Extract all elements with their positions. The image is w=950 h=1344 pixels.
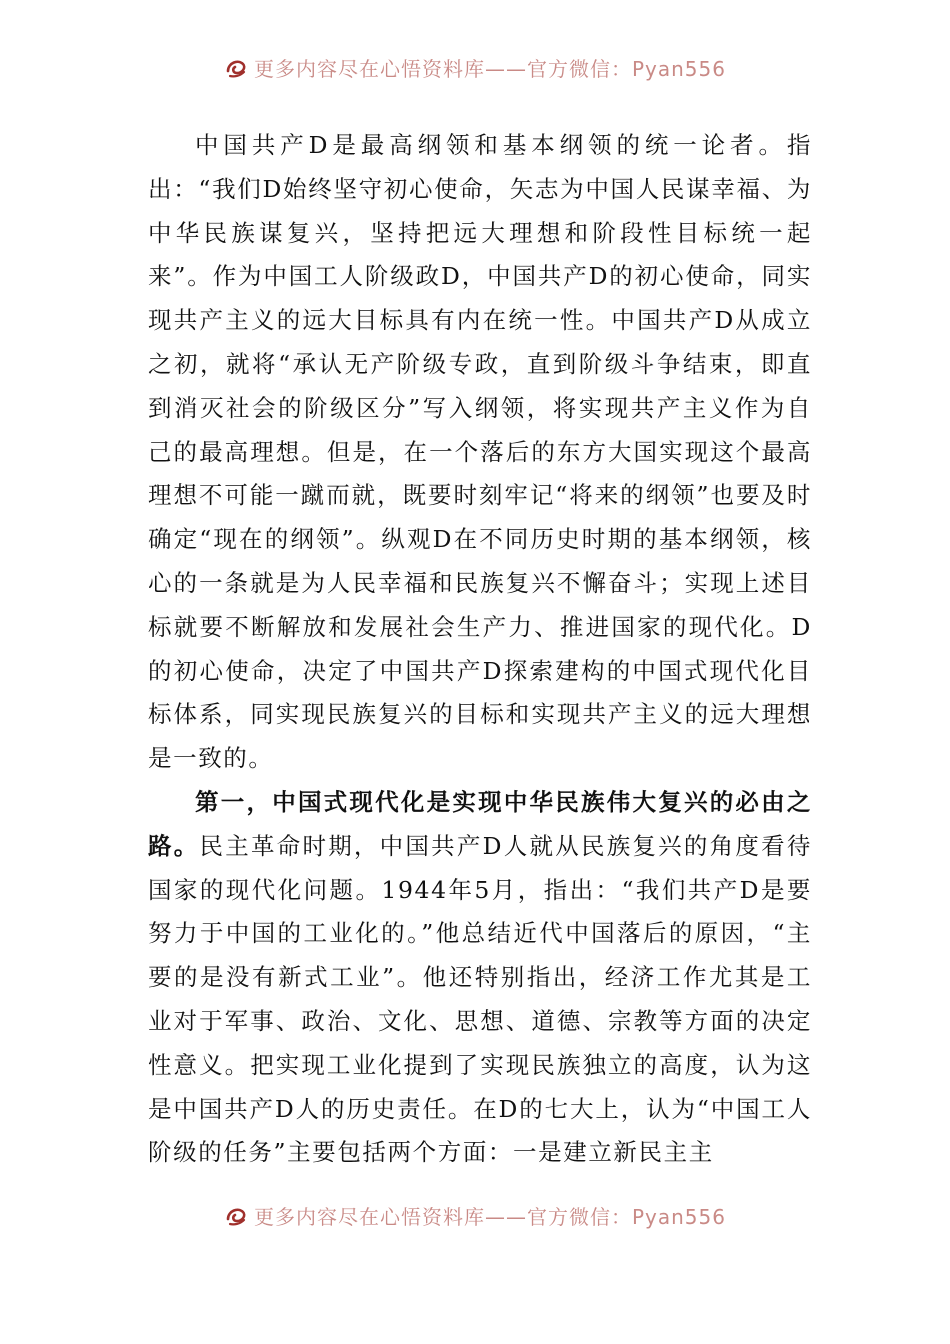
paragraph-2-text: 民主革命时期，中国共产D人就从民族复兴的角度看待国家的现代化问题。1944年5月，指出：“我们共产D是要努力于中国的工业化的。”他总结近代中国落后的原因，“主要的是没有新式工业”。他还特别指出，经济工作尤其是工业对于军事、政治、文化、思想、道德、宗教等方面的决定性意义。把实现工业化提到了实现民族独立的高度，认为这是中国共产D人的历史责任。在D的七大上，认为“中国工人阶级的任务”主要包括两个方面：一是建立新民主主 bbox=[148, 831, 812, 1167]
footer-watermark bbox=[0, 1206, 950, 1236]
paragraph-1-text: 中国共产D是最高纲领和基本纲领的统一论者。指出：“我们D始终坚守初心使命，矢志为中国人民谋幸福、为中华民族谋复兴，坚持把远大理想和阶段性目标统一起来”。作为中国工人阶级政D，中国共产D的初心使命，同实现共产主义的远大目标具有内在统一性。中国共产D从成立之初，就将“承认无产阶级专政，直到阶级斗争结束，即直到消灭社会的阶级区分”写入纲领，将实现共产主义作为自己的最高理想。但是，在一个落后的东方大国实现这个最高理想不可能一蹴而就，既要时刻牢记“将来的纲领”也要及时确定“现在的纲领”。纵观D在不同历史时期的基本纲领，核心的一条就是为人民幸福和民族复兴不懈奋斗；实现上述目标就要不断解放和发展社会生产力、推进国家的现代化。D的初心使命，决定了中国共产D探索建构的中国式现代化目标体系，同实现民族复兴的目标和实现共产主义的远大理想是一致的。 bbox=[148, 131, 812, 773]
paragraph-1 bbox=[148, 124, 812, 781]
header-watermark bbox=[0, 58, 950, 88]
paragraph-2 bbox=[148, 781, 812, 1175]
swirl-logo-icon bbox=[224, 58, 248, 79]
document-body bbox=[148, 124, 812, 1175]
swirl-logo-icon bbox=[224, 1206, 248, 1227]
watermark-text: 更多内容尽在心悟资料库——官方微信：Pyan556 bbox=[253, 58, 726, 81]
watermark-text: 更多内容尽在心悟资料库——官方微信：Pyan556 bbox=[253, 1206, 726, 1229]
paragraph-2-heading: 第一，中国式现代化是实现中华民族伟大复兴的必由之路。 bbox=[148, 787, 812, 860]
